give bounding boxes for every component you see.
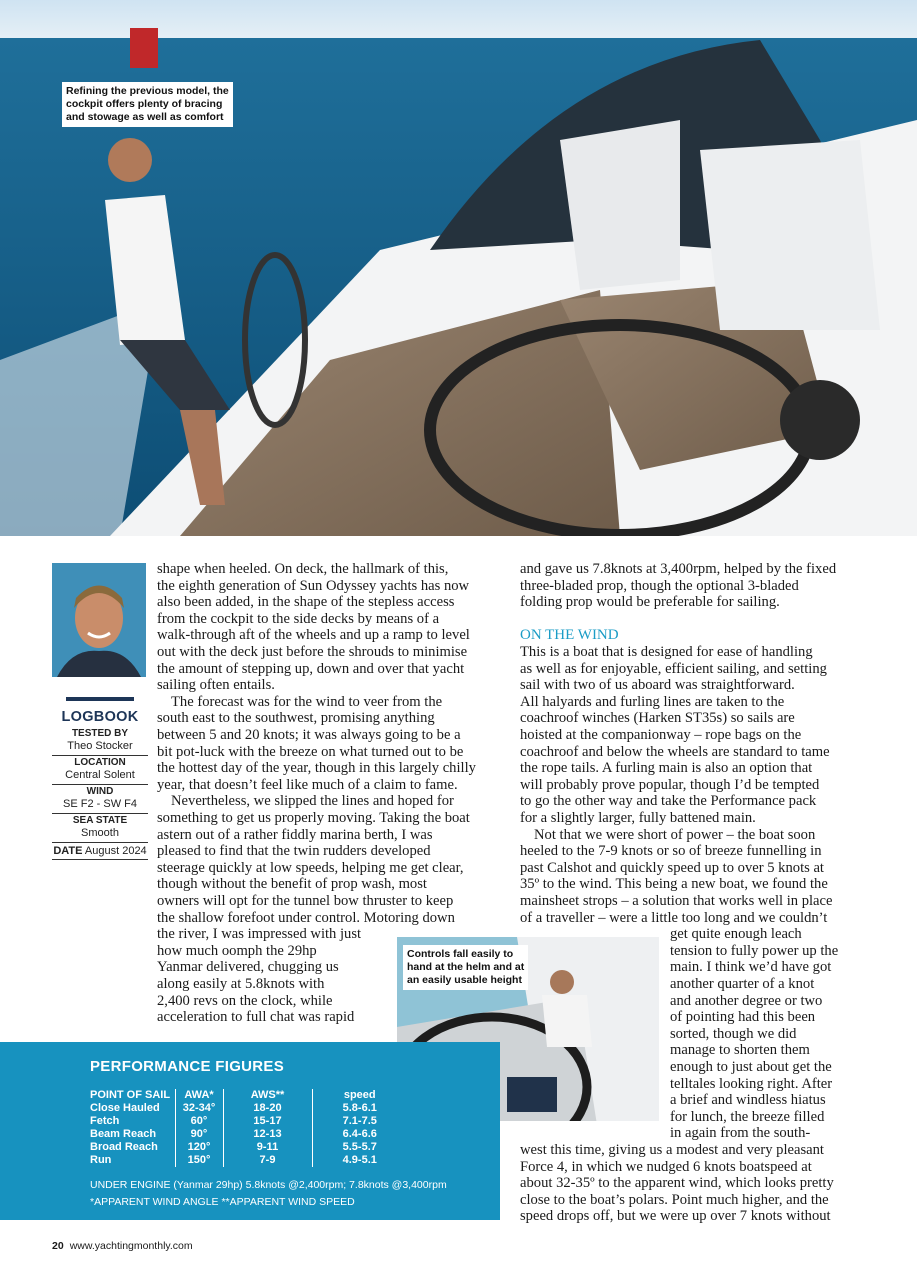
logbook-box xyxy=(52,697,148,860)
body-text-line: west this time, giving us a modest and very pleasant xyxy=(520,1142,824,1158)
body-text-line: to go the other way and take the Performance pack xyxy=(520,793,817,810)
body-text-line: folding prop would be preferable for sailing. xyxy=(520,594,780,611)
body-text-line: enough to just about get the xyxy=(670,1059,832,1075)
location-value: Central Solent xyxy=(65,769,135,781)
body-text-line: The forecast was for the wind to veer from the xyxy=(171,693,443,710)
cell-awa: 32-34° xyxy=(175,1102,223,1115)
body-text-line: year, that doesn’t feel like much of a claim to fame. xyxy=(157,776,458,793)
performance-figures-panel xyxy=(0,1042,500,1220)
body-text-line: steerage quickly at low speeds, helping me get clear, xyxy=(157,859,464,876)
cell-point-of-sail: Broad Reach xyxy=(90,1141,158,1153)
body-text-line: though without the benefit of prop wash, most xyxy=(157,876,427,893)
body-text-line: out with the deck just before the shrouds to minimise xyxy=(157,644,468,660)
wind-value: SE F2 - SW F4 xyxy=(63,798,137,810)
body-text-line: of pointing had this been xyxy=(670,1009,816,1026)
table-row xyxy=(88,1128,407,1141)
body-text-line: Nevertheless, we slipped the lines and hoped for xyxy=(171,793,454,810)
table-row xyxy=(88,1115,407,1128)
body-text-line: main. I think we’d have got xyxy=(670,959,832,976)
body-text-line: coachroof and below the wheels are standard to tame xyxy=(520,743,830,760)
cell-aws: 7-9 xyxy=(223,1154,312,1167)
body-text-line: the river, I was impressed with just xyxy=(157,926,362,943)
cell-awa: 150° xyxy=(175,1154,223,1167)
table-row xyxy=(88,1141,407,1154)
cell-speed: 5.8-6.1 xyxy=(312,1102,407,1115)
body-text-line: about 32-35º to the apparent wind, which looks pretty xyxy=(520,1175,834,1192)
cell-speed: 6.4-6.6 xyxy=(312,1128,407,1141)
cell-awa: 90° xyxy=(175,1128,223,1141)
body-text-line: telltales looking right. After xyxy=(670,1075,833,1092)
cell-awa: 60° xyxy=(175,1115,223,1128)
body-text-line: coachroof winches (Harken ST35s) so sails are xyxy=(520,710,795,727)
tested-by-label: TESTED BY xyxy=(71,728,129,739)
body-text-line: close to the boat’s polars. Point much higher, and the xyxy=(520,1191,829,1208)
wind-label: WIND xyxy=(86,786,114,797)
hero-caption xyxy=(62,82,233,127)
body-text-line: south east to the southwest, promising anything xyxy=(157,710,435,727)
body-text-line: All halyards and furling lines are taken to the xyxy=(520,693,785,710)
table-header-row xyxy=(88,1089,407,1102)
page-footer xyxy=(52,1240,193,1252)
cell-point-of-sail: Beam Reach xyxy=(90,1128,157,1140)
body-text-line: the hottest day of the year, though in this largely chilly xyxy=(157,760,476,777)
cell-speed: 7.1-7.5 xyxy=(312,1115,407,1128)
cell-awa: 120° xyxy=(175,1141,223,1154)
body-text-line: as well as for enjoyable, efficient sailing, and setting xyxy=(520,660,827,677)
performance-table xyxy=(88,1089,407,1167)
table-row xyxy=(88,1154,407,1167)
date-value: August 2024 xyxy=(84,845,147,857)
cell-aws: 15-17 xyxy=(223,1115,312,1128)
body-text-line: between 5 and 20 knots; it was always going to be a xyxy=(157,727,461,743)
caption-line: Refining the previous model, the xyxy=(66,85,229,97)
sea-state-label: SEA STATE xyxy=(72,815,128,826)
body-text-line: sorted, though we did xyxy=(670,1025,797,1042)
author-portrait xyxy=(52,563,146,677)
header-speed: speed xyxy=(312,1089,407,1102)
body-text-line: another quarter of a knot xyxy=(670,976,815,992)
body-text-line: and gave us 7.8knots at 3,400rpm, helped by the fixed xyxy=(520,561,837,577)
body-text-line: bit pot-luck with the breeze on what turned out to be xyxy=(157,743,464,760)
body-text-line: Not that we were short of power – the boat soon xyxy=(534,826,816,843)
sea-state-value: Smooth xyxy=(81,827,119,839)
body-text-line: and another degree or two xyxy=(670,992,823,1009)
body-text-line: 2,400 revs on the clock, while xyxy=(157,992,333,1009)
body-text-line: speed drops off, but we were up over 7 knots without xyxy=(520,1208,831,1225)
body-text-line: 35º to the wind. This being a new boat, we found the xyxy=(520,876,828,893)
cell-aws: 12-13 xyxy=(223,1128,312,1141)
date-label: DATE xyxy=(53,845,83,857)
divider xyxy=(66,697,134,701)
caption-line: and stowage as well as comfort xyxy=(66,111,224,123)
cell-point-of-sail: Fetch xyxy=(90,1115,120,1127)
cell-speed: 4.9-5.1 xyxy=(312,1154,407,1167)
body-text-line: for a slightly larger, fully battened main. xyxy=(520,810,756,826)
body-text-line: pleased to find that the twin rudders developed xyxy=(157,843,431,860)
table-row xyxy=(88,1102,407,1115)
body-text-line: also been added, in the shape of the stepless access xyxy=(157,594,455,611)
body-text-line: get quite enough leach xyxy=(670,926,802,943)
cell-point-of-sail: Close Hauled xyxy=(90,1102,160,1114)
body-text-line: mainsheet strops – a solution that works well in place xyxy=(520,893,833,909)
website-url: www.yachtingmonthly.com xyxy=(69,1240,193,1252)
body-text-line: walk-through aft of the wheels and up a ramp to level xyxy=(157,627,470,644)
caption-line: an easily usable height xyxy=(407,974,522,986)
body-text-line: This is a boat that is designed for ease of handling xyxy=(520,644,813,660)
yacht-cockpit-image xyxy=(0,0,917,536)
body-text-line: along easily at 5.8knots with xyxy=(157,976,325,992)
engine-performance: UNDER ENGINE (Yanmar 29hp) 5.8knots @2,400rpm; 7.8knots @3,400rpm xyxy=(90,1179,447,1191)
hero-photo xyxy=(0,0,917,536)
body-text-line: heeled to the 7-9 knots or so of breeze funnelling in xyxy=(520,843,822,860)
body-text-line: acceleration to full chat was rapid xyxy=(157,1009,355,1026)
cell-aws: 9-11 xyxy=(223,1141,312,1154)
body-text-line: the eighth generation of Sun Odyssey yachts has now xyxy=(157,577,470,594)
body-text-line: manage to shorten them xyxy=(670,1042,810,1059)
body-text-line: Force 4, in which we nudged 6 knots boatspeed at xyxy=(520,1158,812,1175)
body-text-line: something to get us properly moving. Taking the boat xyxy=(157,810,470,826)
body-text-line: sail with two of us aboard was straightforward. xyxy=(520,677,795,694)
body-text-line: three-bladed prop, though the optional 3-bladed xyxy=(520,577,799,594)
body-text-line: the rope tails. A furling main is also an option that xyxy=(520,760,813,777)
table-footnote: *APPARENT WIND ANGLE **APPARENT WIND SPEED xyxy=(90,1196,355,1208)
page-number: 20 xyxy=(52,1240,64,1252)
body-text-line: owners will opt for the tunnel bow thruster to keep xyxy=(157,893,454,909)
body-text-line: how much oomph the 29hp xyxy=(157,942,317,959)
caption-line: cockpit offers plenty of bracing xyxy=(66,98,223,110)
header-point-of-sail: POINT OF SAIL xyxy=(90,1089,171,1101)
body-text-line: the shallow forefoot under control. Motoring down xyxy=(157,909,455,926)
header-aws: AWS** xyxy=(223,1089,312,1102)
body-text-line: a brief and windless hiatus xyxy=(670,1092,826,1109)
cell-point-of-sail: Run xyxy=(90,1154,112,1166)
body-text-line: tension to fully power up the xyxy=(670,942,839,959)
body-text-line: astern out of a rather fiddly marina berth, I was xyxy=(157,826,433,843)
body-text-line: of a traveller – were a little too long and we couldn’t xyxy=(520,909,828,926)
header-awa: AWA* xyxy=(175,1089,223,1102)
body-text-line: in again from the south- xyxy=(670,1125,811,1142)
body-text-line: Yanmar delivered, chugging us xyxy=(157,959,339,976)
cell-aws: 18-20 xyxy=(223,1102,312,1115)
cell-speed: 5.5-5.7 xyxy=(312,1141,407,1154)
author-photo xyxy=(52,563,146,677)
body-text-line: past Calshot and quickly speed up to over 5 knots at xyxy=(520,859,824,876)
location-label: LOCATION xyxy=(74,757,126,768)
caption-line: hand at the helm and at xyxy=(407,961,525,973)
body-text-line: from the cockpit to the side decks by means of a xyxy=(157,610,440,627)
body-text-line: for lunch, the breeze filled xyxy=(670,1108,825,1125)
tested-by-value: Theo Stocker xyxy=(67,740,133,752)
body-text-line: the amount of stepping up, down and over that yacht xyxy=(157,660,465,677)
section-heading: ON THE WIND xyxy=(520,627,619,644)
inset-caption xyxy=(403,945,528,990)
logbook-title: LOGBOOK xyxy=(61,709,139,725)
body-text-line: shape when heeled. On deck, the hallmark of this, xyxy=(157,561,449,577)
caption-line: Controls fall easily to xyxy=(407,948,514,960)
body-text-line: will probably prove popular, though I’d be tempted xyxy=(520,776,820,793)
body-text-line: sailing often entails. xyxy=(157,677,275,694)
performance-title: PERFORMANCE FIGURES xyxy=(90,1058,285,1075)
body-text-line: hoisted at the companionway – rope bags on the xyxy=(520,727,802,743)
